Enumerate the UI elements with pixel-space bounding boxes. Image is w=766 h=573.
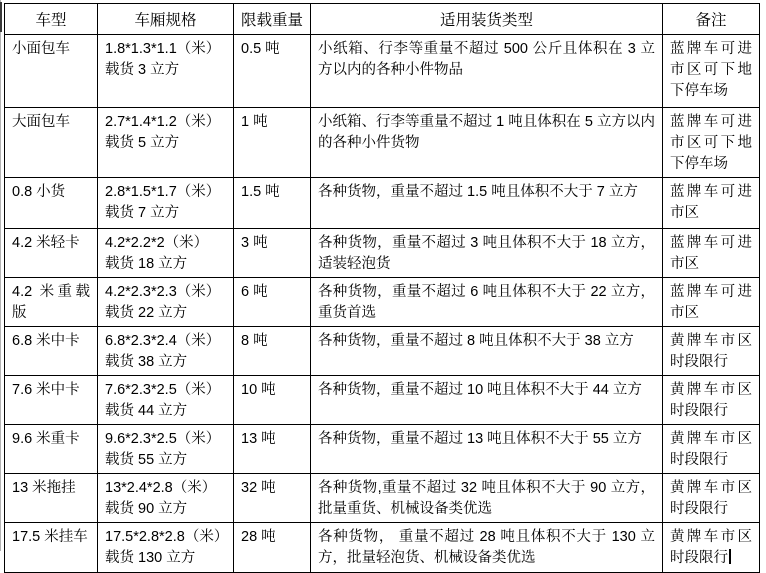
cell-remark[interactable] [663, 327, 760, 376]
cell-load-limit[interactable]: 1.5 吨 [234, 178, 311, 229]
box-dimensions-text: 9.6*2.3*2.5（米） [105, 431, 221, 447]
cell-load-limit[interactable]: 1 吨 [234, 108, 311, 178]
cell-box-spec[interactable] [98, 425, 234, 474]
cell-load-limit[interactable]: 6 吨 [234, 278, 311, 327]
box-dimensions-text: 4.2*2.3*2.3（米） [105, 284, 221, 300]
cell-remark[interactable] [663, 376, 760, 425]
cell-cargo-type[interactable]: 各种货物，重量不超过 10 吨且体积不大于 44 立方 [311, 376, 663, 425]
cell-cargo-type[interactable]: 小纸箱、行李等重量不超过 500 公斤且体积在 3 立方以内的各种小件物品 [311, 35, 663, 108]
box-volume-text: 载货 90 立方 [105, 501, 188, 517]
cell-load-limit[interactable]: 8 吨 [234, 327, 311, 376]
cell-cargo-type[interactable]: 各种货物，重量不超过 13 吨且体积不大于 55 立方 [311, 425, 663, 474]
cell-load-limit[interactable]: 28 吨 [234, 523, 311, 573]
table-row [5, 178, 760, 229]
vehicle-spec-table [4, 3, 760, 573]
cell-vehicle-type[interactable]: 4.2 米轻卡 [5, 229, 98, 278]
cell-remark[interactable] [663, 108, 760, 178]
cell-vehicle-type[interactable]: 大面包车 [5, 108, 98, 178]
column-header-remark[interactable]: 备注 [663, 4, 760, 35]
cell-cargo-type[interactable]: 各种货物，重量不超过 8 吨且体积不大于 38 立方 [311, 327, 663, 376]
box-dimensions-text: 2.8*1.5*1.7（米） [105, 184, 221, 200]
table-body [5, 35, 760, 573]
cell-box-spec[interactable] [98, 229, 234, 278]
cell-vehicle-type[interactable]: 4.2 米重载版 [5, 278, 98, 327]
cell-box-spec[interactable] [98, 108, 234, 178]
page-edge-line [0, 0, 1, 551]
box-volume-text: 载货 3 立方 [105, 62, 180, 78]
box-volume-text: 载货 22 立方 [105, 305, 188, 321]
header-row [5, 4, 760, 35]
table-row [5, 229, 760, 278]
cell-vehicle-type[interactable]: 小面包车 [5, 35, 98, 108]
cell-vehicle-type[interactable]: 6.8 米中卡 [5, 327, 98, 376]
cell-cargo-type[interactable]: 各种货物，重量不超过 1.5 吨且体积不大于 7 立方 [311, 178, 663, 229]
remark-text: 蓝牌车可进市区可下地下停车场 [670, 41, 752, 99]
cell-box-spec[interactable] [98, 278, 234, 327]
cell-load-limit[interactable]: 10 吨 [234, 376, 311, 425]
column-header-vehicle-type[interactable]: 车型 [5, 4, 98, 35]
column-header-box-spec[interactable]: 车厢规格 [98, 4, 234, 35]
remark-text: 黄牌车市区时段限行 [670, 480, 752, 517]
cell-cargo-type[interactable]: 各种货物， 重量不超过 28 吨且体积不大于 130 立方，批量轻泡货、机械设备类优选 [311, 523, 663, 573]
cell-cargo-type[interactable]: 各种货物,重量不超过 32 吨且体积不大于 90 立方，批量重货、机械设备类优选 [311, 474, 663, 523]
table-row [5, 425, 760, 474]
box-volume-text: 载货 18 立方 [105, 256, 188, 272]
cell-remark[interactable] [663, 425, 760, 474]
remark-text: 黄牌车市区时段限行 [670, 333, 752, 370]
cell-box-spec[interactable] [98, 474, 234, 523]
box-dimensions-text: 4.2*2.2*2（米） [105, 235, 209, 251]
cell-load-limit[interactable]: 13 吨 [234, 425, 311, 474]
table-header [5, 4, 760, 35]
cell-box-spec[interactable] [98, 327, 234, 376]
cell-load-limit[interactable]: 32 吨 [234, 474, 311, 523]
cell-vehicle-type[interactable]: 0.8 小货 [5, 178, 98, 229]
box-dimensions-text: 6.8*2.3*2.4（米） [105, 333, 221, 349]
cell-cargo-type[interactable]: 小纸箱、行李等重量不超过 1 吨且体积在 5 立方以内的各种小件货物 [311, 108, 663, 178]
remark-text: 蓝牌车可进市区 [670, 184, 752, 221]
box-volume-text: 载货 5 立方 [105, 135, 180, 151]
cell-remark[interactable] [663, 178, 760, 229]
box-dimensions-text: 2.7*1.4*1.2（米） [105, 114, 221, 130]
cell-load-limit[interactable]: 3 吨 [234, 229, 311, 278]
remark-text: 黄牌车市区时段限行 [670, 529, 752, 566]
cell-box-spec[interactable] [98, 523, 234, 573]
table-row [5, 35, 760, 108]
box-dimensions-text: 7.6*2.3*2.5（米） [105, 382, 221, 398]
box-volume-text: 载货 130 立方 [105, 550, 196, 566]
box-volume-text: 载货 38 立方 [105, 354, 188, 370]
remark-text: 蓝牌车可进市区 [670, 284, 752, 321]
box-volume-text: 载货 44 立方 [105, 403, 188, 419]
table-row [5, 474, 760, 523]
cell-remark[interactable] [663, 35, 760, 108]
remark-text: 蓝牌车可进市区可下地下停车场 [670, 114, 752, 172]
cell-vehicle-type[interactable]: 13 米拖挂 [5, 474, 98, 523]
table-row [5, 523, 760, 573]
cell-remark[interactable] [663, 229, 760, 278]
box-dimensions-text: 13*2.4*2.8（米） [105, 480, 217, 496]
cell-cargo-type[interactable]: 各种货物，重量不超过 6 吨且体积不大于 22 立方，重货首选 [311, 278, 663, 327]
cell-box-spec[interactable] [98, 178, 234, 229]
window-edge-artifact [0, 2, 2, 32]
cell-cargo-type[interactable]: 各种货物，重量不超过 3 吨且体积不大于 18 立方，适装轻泡货 [311, 229, 663, 278]
remark-text: 蓝牌车可进市区 [670, 235, 752, 272]
cell-vehicle-type[interactable]: 17.5 米挂车 [5, 523, 98, 573]
text-cursor [729, 549, 731, 564]
box-dimensions-text: 17.5*2.8*2.8（米） [105, 529, 229, 545]
cell-box-spec[interactable] [98, 35, 234, 108]
cell-remark[interactable] [663, 278, 760, 327]
remark-text: 黄牌车市区时段限行 [670, 382, 752, 419]
box-volume-text: 载货 55 立方 [105, 452, 188, 468]
cell-remark[interactable] [663, 523, 760, 573]
box-volume-text: 载货 7 立方 [105, 205, 180, 221]
cell-box-spec[interactable] [98, 376, 234, 425]
box-dimensions-text: 1.8*1.3*1.1（米） [105, 41, 221, 57]
table-row [5, 376, 760, 425]
column-header-cargo-type[interactable]: 适用装货类型 [311, 4, 663, 35]
table-row [5, 278, 760, 327]
remark-text: 黄牌车市区时段限行 [670, 431, 752, 468]
column-header-load-limit[interactable]: 限载重量 [234, 4, 311, 35]
cell-vehicle-type[interactable]: 9.6 米重卡 [5, 425, 98, 474]
cell-load-limit[interactable]: 0.5 吨 [234, 35, 311, 108]
table-row [5, 327, 760, 376]
cell-vehicle-type[interactable]: 7.6 米中卡 [5, 376, 98, 425]
table-row [5, 108, 760, 178]
cell-remark[interactable] [663, 474, 760, 523]
